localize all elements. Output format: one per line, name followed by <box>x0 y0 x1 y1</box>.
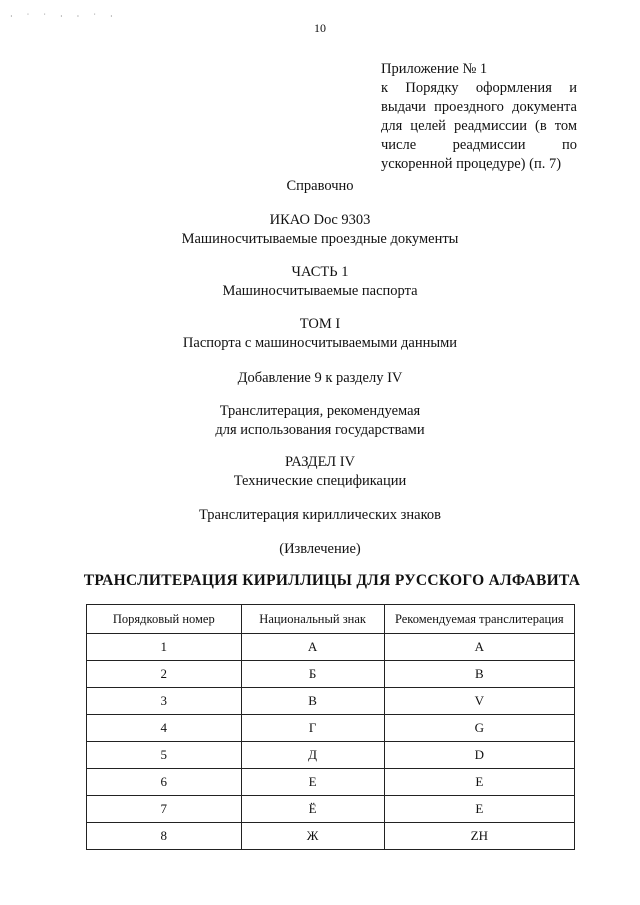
table-cell: Ё <box>241 796 384 823</box>
table-cell: 5 <box>87 742 242 769</box>
volume-heading: ТОМ I <box>299 316 341 332</box>
scan-artifacts: · ˙ ˙ · · ˙ · <box>10 12 119 21</box>
appendix-line: для целей реадмиссии (в том <box>381 118 577 134</box>
appendix-line: ускоренной процедуре) (п. 7) <box>381 156 562 172</box>
addendum-block <box>0 369 640 388</box>
table-row <box>87 796 575 823</box>
table-row <box>87 769 575 796</box>
table-cell: E <box>384 796 574 823</box>
table-cell: 8 <box>87 823 242 850</box>
table-row <box>87 823 575 850</box>
volume-block <box>0 315 640 353</box>
page-number: 10 <box>314 21 326 35</box>
doc-subtitle: Машиносчитываемые проездные документы <box>181 231 459 247</box>
appendix-line: числе реадмиссии по <box>381 137 577 153</box>
appendix-line: выдачи проездного документа <box>381 99 577 115</box>
table-cell: D <box>384 742 574 769</box>
table-cell: 2 <box>87 661 242 688</box>
excerpt-label: (Извлечение) <box>279 541 361 557</box>
addendum-heading: Добавление 9 к разделу IV <box>237 370 403 386</box>
table-row <box>87 634 575 661</box>
table-cell: А <box>241 634 384 661</box>
column-header: Порядковый номер <box>87 605 242 634</box>
table-row <box>87 688 575 715</box>
table-cell: Д <box>241 742 384 769</box>
volume-title: Паспорта с машиносчитываемыми данными <box>182 335 458 351</box>
appendix-line: к Порядку оформления и <box>381 80 577 96</box>
table-cell: 6 <box>87 769 242 796</box>
table-cell: A <box>384 634 574 661</box>
appendix-line: Приложение № 1 <box>381 61 488 77</box>
table-cell: 4 <box>87 715 242 742</box>
column-header: Рекомендуемая транслитерация <box>384 605 574 634</box>
reference-note <box>0 177 640 196</box>
section-title: Технические спецификации <box>233 473 407 489</box>
reference-note-text: Справочно <box>286 178 354 194</box>
transliteration-table <box>86 604 575 850</box>
table-row <box>87 742 575 769</box>
table-cell: 3 <box>87 688 242 715</box>
table-header-row <box>87 605 575 634</box>
translit-line: для использования государствами <box>215 422 425 438</box>
table-cell: E <box>384 769 574 796</box>
table-row <box>87 661 575 688</box>
part-block <box>0 263 640 301</box>
translit-recommendation-block <box>0 402 640 440</box>
doc-title: ИКАО Doc 9303 <box>269 212 371 228</box>
cyrillic-translit-block <box>0 506 640 525</box>
column-header: Национальный знак <box>241 605 384 634</box>
table-cell: ZH <box>384 823 574 850</box>
table-cell: 7 <box>87 796 242 823</box>
table-cell: 1 <box>87 634 242 661</box>
part-heading: ЧАСТЬ 1 <box>291 264 349 280</box>
table-title: ТРАНСЛИТЕРАЦИЯ КИРИЛЛИЦЫ ДЛЯ РУССКОГО АЛФАВИТА <box>83 572 581 589</box>
translit-line: Транслитерация, рекомендуемая <box>219 403 421 419</box>
table-cell: G <box>384 715 574 742</box>
cyrillic-translit-heading: Транслитерация кириллических знаков <box>198 507 442 523</box>
section-heading: РАЗДЕЛ IV <box>284 454 355 470</box>
part-title: Машиносчитываемые паспорта <box>222 283 418 299</box>
table-row <box>87 715 575 742</box>
table-cell: Б <box>241 661 384 688</box>
doc-title-block <box>0 211 640 249</box>
table-cell: В <box>241 688 384 715</box>
table-cell: V <box>384 688 574 715</box>
excerpt-block <box>0 540 640 559</box>
appendix-block <box>381 60 577 174</box>
table-cell: Е <box>241 769 384 796</box>
section-block <box>0 453 640 491</box>
table-cell: Г <box>241 715 384 742</box>
table-cell: Ж <box>241 823 384 850</box>
table-cell: B <box>384 661 574 688</box>
